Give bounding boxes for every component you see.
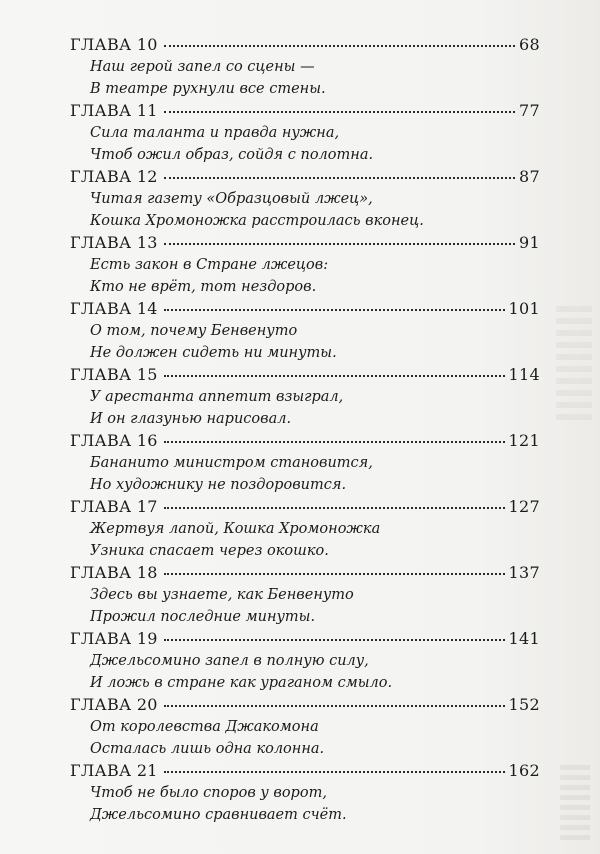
chapter-title: ГЛАВА 10	[70, 35, 158, 54]
chapter-title: ГЛАВА 11	[70, 101, 158, 120]
chapter-summary-line: Чтоб ожил образ, сойдя с полотна.	[90, 147, 374, 163]
chapter-title: ГЛАВА 19	[70, 629, 158, 648]
chapter-summary-line: Осталась лишь одна колонна.	[90, 741, 325, 757]
dot-leader	[164, 573, 505, 575]
toc-entry	[70, 496, 540, 562]
chapter-summary-line: И ложь в стране как ураганом смыло.	[90, 675, 393, 691]
dot-leader	[164, 177, 515, 179]
toc-entry	[70, 232, 540, 298]
toc-entry-heading	[70, 166, 540, 188]
chapter-title: ГЛАВА 17	[70, 497, 158, 516]
page-number: 87	[519, 167, 540, 186]
dot-leader	[164, 705, 505, 707]
toc-entry	[70, 34, 540, 100]
show-through-decoration	[560, 760, 590, 840]
page-number: 101	[508, 299, 540, 318]
toc-entry-heading	[70, 760, 540, 782]
chapter-title: ГЛАВА 13	[70, 233, 158, 252]
dot-leader	[164, 111, 515, 113]
page-number: 162	[508, 761, 540, 780]
chapter-summary-line: У арестанта аппетит взыграл,	[90, 389, 344, 405]
chapter-title: ГЛАВА 12	[70, 167, 158, 186]
chapter-summary-line: Джельсомино сравнивает счёт.	[90, 807, 347, 823]
chapter-summary-line: Кошка Хромоножка расстроилась вконец.	[90, 213, 424, 229]
page-number: 68	[519, 35, 540, 54]
dot-leader	[164, 441, 505, 443]
chapter-summary-line: Здесь вы узнаете, как Бенвенуто	[90, 587, 354, 603]
chapter-summary-line: Сила таланта и правда нужна,	[90, 125, 340, 141]
page-number: 77	[519, 101, 540, 120]
page-number: 141	[508, 629, 540, 648]
chapter-summary-line: Чтоб не было споров у ворот,	[90, 785, 327, 801]
toc-entry-heading	[70, 232, 540, 254]
chapter-summary-line: Жертвуя лапой, Кошка Хромоножка	[90, 521, 381, 537]
dot-leader	[164, 375, 505, 377]
toc-entry	[70, 562, 540, 628]
show-through-decoration	[556, 300, 592, 420]
toc-entry-heading	[70, 562, 540, 584]
chapter-summary-line: О том, почему Бенвенуто	[90, 323, 298, 339]
chapter-summary-line: Не должен сидеть ни минуты.	[90, 345, 337, 361]
chapter-summary-line: Узника спасает через окошко.	[90, 543, 329, 559]
toc-entry-heading	[70, 496, 540, 518]
toc-entry	[70, 694, 540, 760]
toc-entry	[70, 166, 540, 232]
dot-leader	[164, 243, 515, 245]
chapter-summary-line: От королевства Джакомона	[90, 719, 319, 735]
toc-entry-heading	[70, 364, 540, 386]
dot-leader	[164, 45, 515, 47]
toc-entry-heading	[70, 694, 540, 716]
page-number: 127	[508, 497, 540, 516]
dot-leader	[164, 507, 505, 509]
page-number: 91	[519, 233, 540, 252]
toc-entry-heading	[70, 430, 540, 452]
page-number: 152	[508, 695, 540, 714]
chapter-summary-line: Есть закон в Стране лжецов:	[90, 257, 329, 273]
chapter-title: ГЛАВА 16	[70, 431, 158, 450]
page-number: 114	[508, 365, 540, 384]
chapter-summary-line: Джельсомино запел в полную силу,	[90, 653, 369, 669]
toc-entry-heading	[70, 100, 540, 122]
chapter-summary-line: Но художнику не поздоровится.	[90, 477, 347, 493]
chapter-summary-line: Наш герой запел со сцены —	[90, 59, 315, 75]
toc-entry	[70, 364, 540, 430]
toc-entry-heading	[70, 298, 540, 320]
chapter-summary-line: Прожил последние минуты.	[90, 609, 316, 625]
chapter-summary-line: Читая газету «Образцовый лжец»,	[90, 191, 373, 207]
chapter-summary-line: В театре рухнули все стены.	[90, 81, 326, 97]
chapter-title: ГЛАВА 15	[70, 365, 158, 384]
chapter-title: ГЛАВА 14	[70, 299, 158, 318]
toc-entry	[70, 760, 540, 826]
table-of-contents	[70, 34, 540, 826]
dot-leader	[164, 771, 505, 773]
chapter-title: ГЛАВА 20	[70, 695, 158, 714]
toc-entry	[70, 298, 540, 364]
toc-entry-heading	[70, 628, 540, 650]
chapter-summary-line: Бананито министром становится,	[90, 455, 373, 471]
dot-leader	[164, 639, 505, 641]
dot-leader	[164, 309, 505, 311]
toc-entry	[70, 100, 540, 166]
toc-entry	[70, 430, 540, 496]
chapter-title: ГЛАВА 21	[70, 761, 158, 780]
chapter-summary-line: Кто не врёт, тот нездоров.	[90, 279, 317, 295]
toc-entry	[70, 628, 540, 694]
page-number: 137	[508, 563, 540, 582]
toc-entry-heading	[70, 34, 540, 56]
chapter-summary-line: И он глазунью нарисовал.	[90, 411, 292, 427]
page-number: 121	[508, 431, 540, 450]
chapter-title: ГЛАВА 18	[70, 563, 158, 582]
